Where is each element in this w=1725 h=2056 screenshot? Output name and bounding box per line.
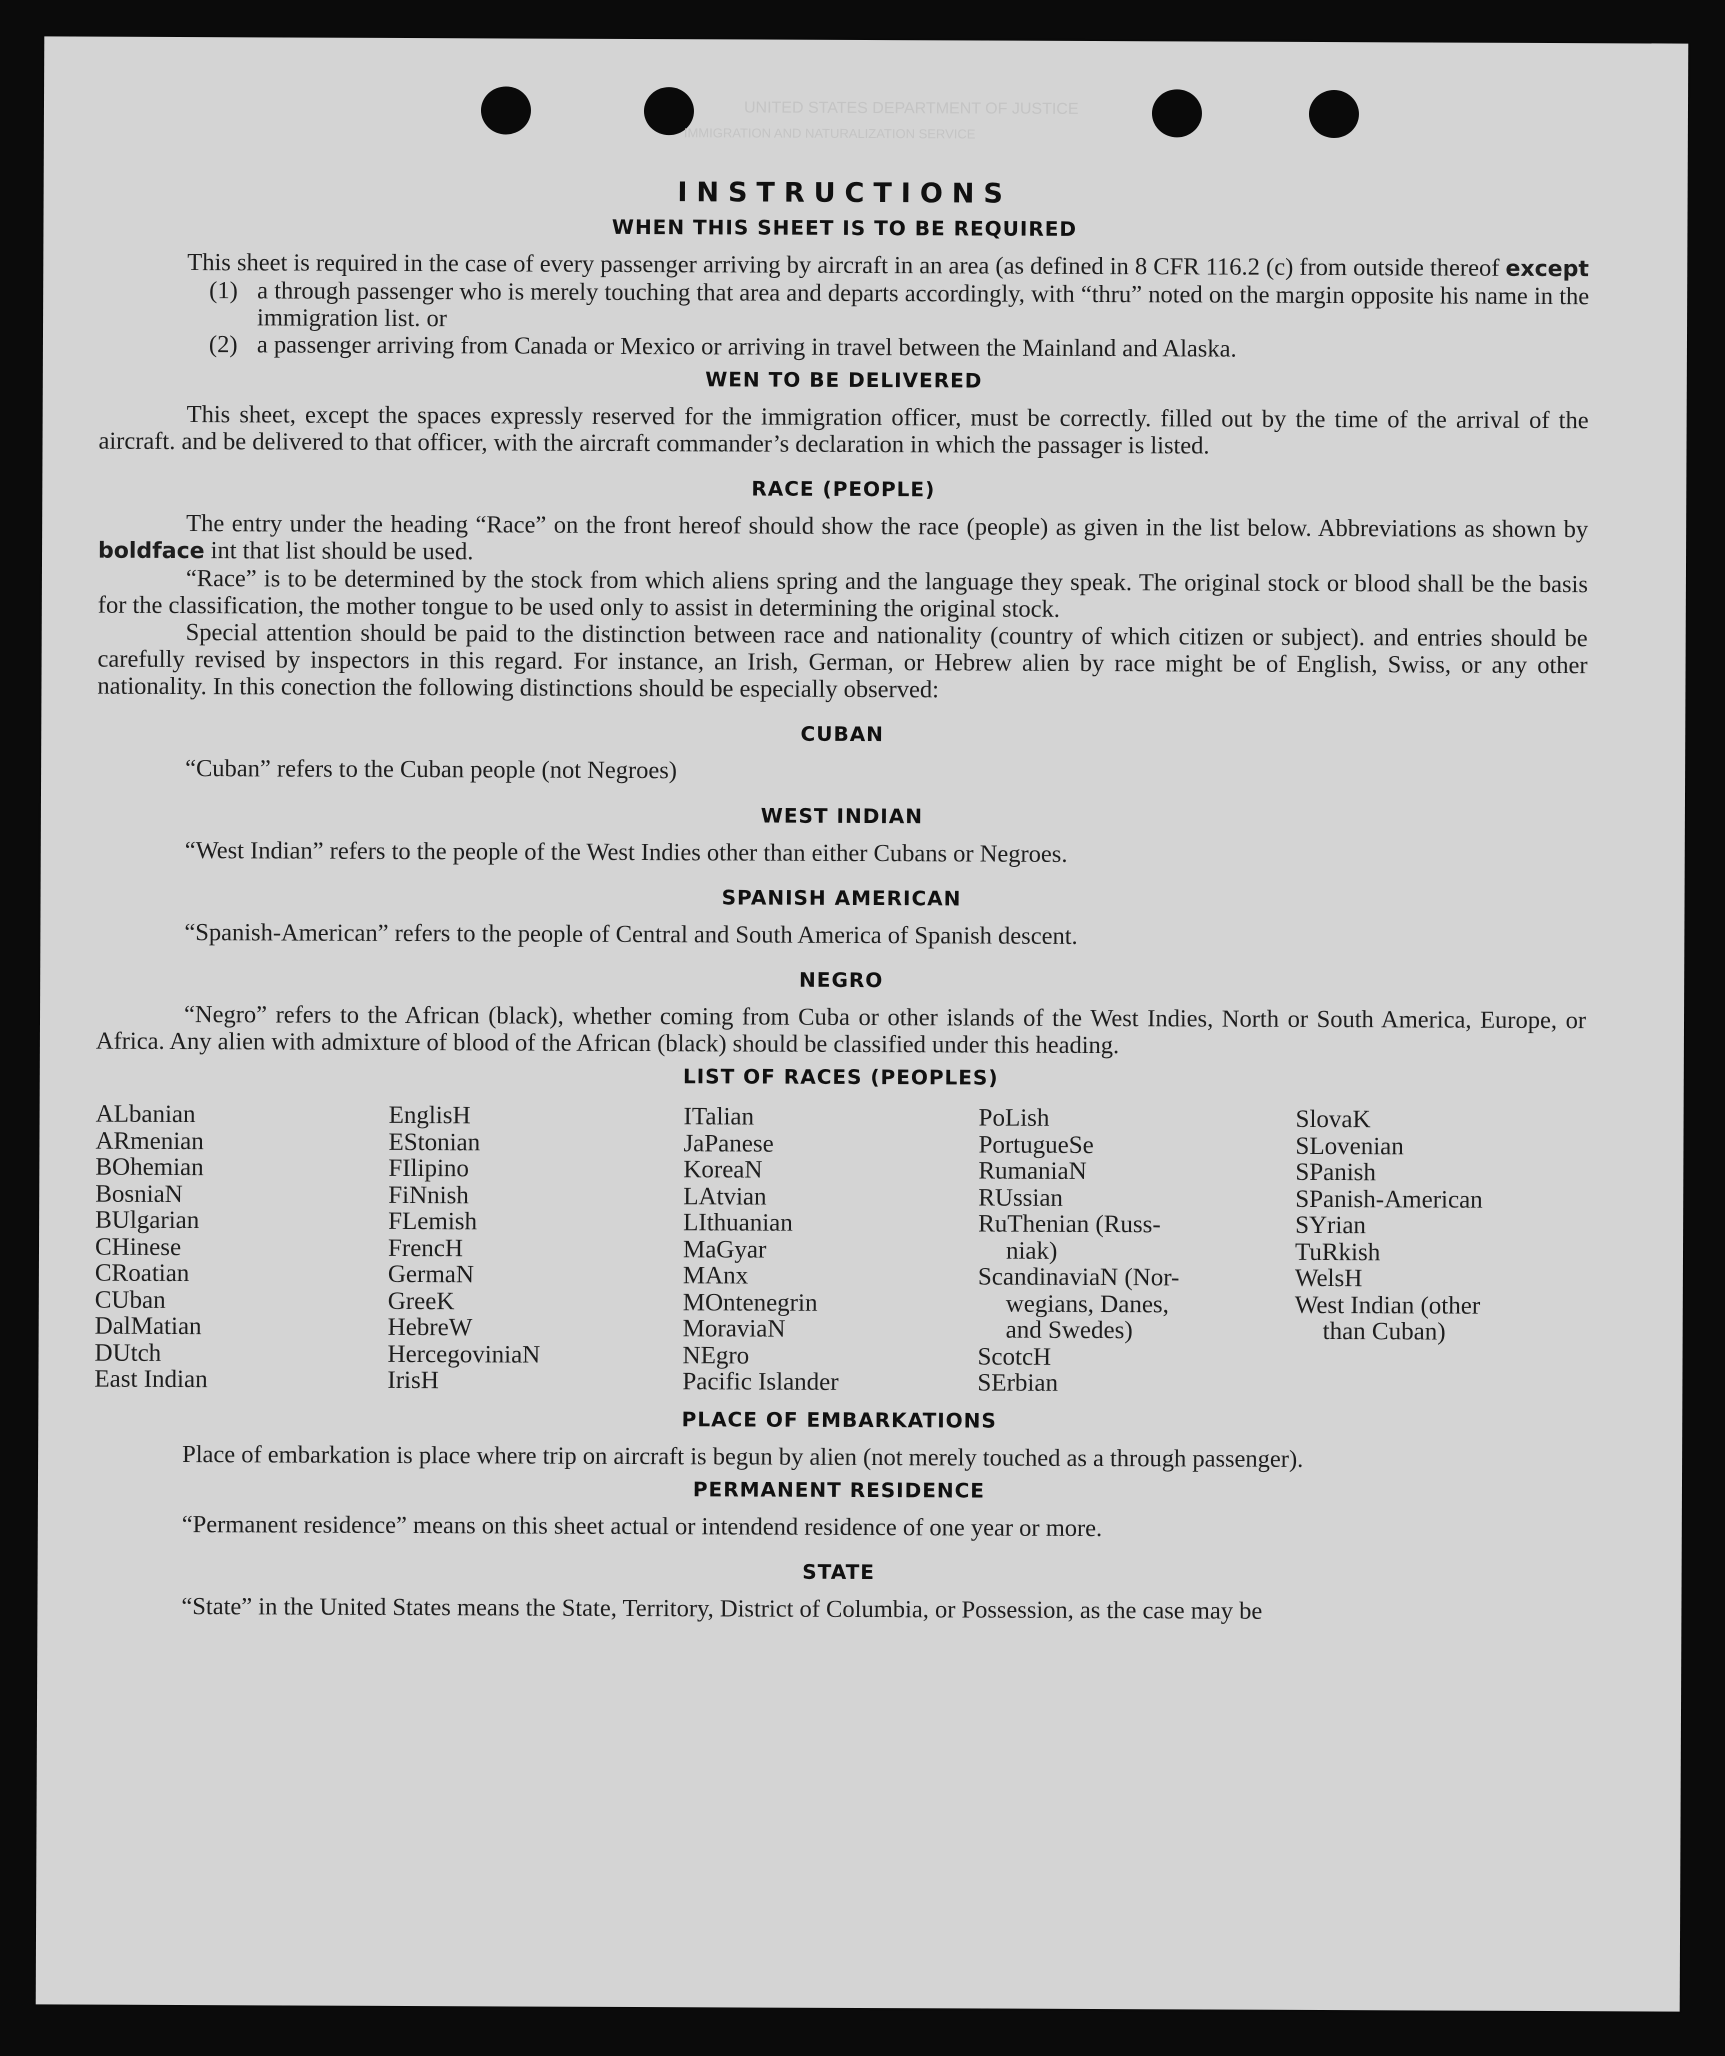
race-entry: HercegoviniaN [387,1340,541,1369]
race-entry: EStonian [388,1128,481,1156]
race-entry: Pacific Islander [682,1368,839,1396]
race-entry: DUtch [94,1339,162,1367]
race-entry: SLovenian [1295,1132,1404,1160]
race-entry: RUssian [978,1184,1064,1212]
race-entry: SlovaK [1295,1105,1371,1134]
race-entry: GermaN [387,1260,475,1289]
bleed-through-line: UNITED STATES DEPARTMENT OF JUSTICE [743,99,1079,118]
list-item-number: (2) [208,331,238,359]
race-entry: niak) [1005,1237,1058,1265]
races-column [387,1103,683,1396]
race-entry: MAnx [682,1262,749,1290]
punch-hole [481,86,531,134]
race-entry: LIthuanian [683,1209,793,1237]
section-heading: PLACE OF EMBARKATIONS [681,1406,997,1433]
race-entry: ARmenian [95,1127,204,1155]
paragraph: “Cuban” refers to the Cuban people (not Negroes) [185,755,678,785]
race-entry: SPanish-American [1295,1185,1483,1214]
document-sheet [36,36,1689,2011]
race-entry: NEgro [682,1341,750,1370]
section-heading: WEST INDIAN [760,803,924,829]
paragraph: This sheet is required in the case of every passenger arriving by aircraft in an area (as defined in 8 CFR 116.2 (c) from outside thereof except [187,249,1589,283]
race-entry: PoLish [978,1104,1050,1132]
races-column [94,1102,388,1395]
instructions-body [93,177,1589,1626]
section-heading: PERMANENT RESIDENCE [692,1476,986,1503]
punch-hole [1309,90,1359,138]
paragraph: “State” in the United States means the State, Territory, District of Columbia, or Possession, as the case may be [181,1592,1263,1625]
race-entry: EnglisH [388,1101,471,1130]
list-item-number: (1) [209,277,238,305]
race-entry: East Indian [94,1365,208,1394]
race-entry: SYrian [1295,1211,1367,1240]
emphasis-text: except [1505,256,1589,283]
race-entry: HebreW [387,1313,473,1342]
race-entry: and Swedes) [1005,1316,1133,1345]
race-entry: FrencH [387,1234,464,1262]
race-entry: WelsH [1294,1264,1363,1293]
race-entry: DalMatian [94,1312,202,1341]
race-entry: BosniaN [95,1180,183,1208]
emphasis-text: boldface [98,538,205,565]
race-entry: SPanish [1295,1158,1377,1187]
list-item [209,331,1589,364]
race-entry: KoreaN [683,1156,763,1184]
race-entry: CUban [94,1286,166,1314]
race-entry: CHinese [94,1233,182,1261]
paragraph: “Negro” refers to the African (black), whether coming from Cuba or other islands of the West Indies, North or South America, Europe, or Africa. Any alien with admixture of blood of the African (black) should be classified under this heading. [95,1001,1587,1060]
race-entry: JaPanese [683,1129,774,1158]
section-heading: WEN TO BE DELIVERED [705,367,983,393]
race-entry: FiNnish [388,1181,469,1209]
paragraph: “West Indian” refers to the people of the West Indies other than either Cubans or Negroes. [184,837,1068,868]
race-entry: BOhemian [95,1153,204,1182]
race-entry: GreeK [387,1287,455,1315]
section-heading: RACE (PEOPLE) [751,476,936,502]
section-heading: STATE [802,1559,876,1584]
race-entry: CRoatian [94,1259,190,1288]
race-entry: PortugueSe [978,1131,1094,1159]
list-item-text: a passenger arriving from Canada or Mexico or arriving in travel between the Mainland and Alaska. [256,331,1237,363]
race-entry: BUlgarian [95,1206,200,1235]
race-entry: FLemish [388,1207,478,1236]
race-entry: MoraviaN [682,1315,786,1343]
race-entry: MOntenegrin [682,1288,818,1317]
race-entry: RuThenian (Russ- [978,1210,1161,1239]
races-list [94,1102,1585,1400]
punch-hole [1152,89,1202,137]
race-entry: West Indian (other [1294,1291,1481,1320]
section-heading: SPANISH AMERICAN [721,885,962,911]
race-entry: IrisH [387,1366,439,1395]
race-entry: wegians, Danes, [1005,1290,1169,1318]
bleed-through-line: IMMIGRATION AND NATURALIZATION SERVICE [683,125,976,142]
paragraph: Special attention should be paid to the distinction between race and nationality (country of which citizen or subject). and entries should be carefully revised by inspectors in this regard. For instance, an Irish, German, or Hebrew alien by race might be of English, Swiss, or any other nationality. In this conection the following distinctions should be especially observed: [97,619,1588,704]
paragraph: This sheet, except the spaces expressly reserved for the immigration officer, must be correctly. filled out by the time of the arrival of the aircraft. and be delivered to that officer, with the aircraft commander’s declaration in which the passager is listed. [98,401,1589,460]
paragraph: Place of embarkation is place where trip on aircraft is begun by alien (not merely touched as a through passenger). [182,1440,1304,1473]
race-entry: ALbanian [95,1100,196,1129]
section-heading: LIST OF RACES (PEOPLES) [682,1064,999,1090]
paragraph: The entry under the heading “Race” on the front hereof should show the race (people) as given in the list below. Abbreviations as shown by boldface int that list should be used. [98,510,1589,566]
race-entry: SErbian [977,1369,1059,1397]
section-heading: WHEN THIS SHEET IS TO BE REQUIRED [611,214,1078,241]
section-heading: CUBAN [800,721,885,747]
list-item [209,277,1589,337]
race-entry: RumaniaN [978,1157,1087,1185]
race-entry: TuRkish [1294,1238,1381,1266]
race-entry: than Cuban) [1322,1318,1446,1346]
section-heading: NEGRO [799,967,884,993]
races-column [977,1106,1295,1399]
race-entry: LAtvian [683,1182,767,1211]
races-column [1294,1107,1585,1400]
race-entry: FIlipino [388,1154,470,1183]
list-item-text: a through passenger who is merely touching that area and departs accordingly, with “thru” noted on the margin opposite his name in the immigration list. or [257,277,1590,333]
race-entry: ScandinaviaN (Nor- [977,1263,1180,1292]
races-column [682,1104,978,1397]
paragraph: “Race” is to be determined by the stock from which aliens spring and the language they speak. The original stock or blood shall be the basis for the classification, the mother tongue to be used only to assist in determining the original stock. [97,565,1588,623]
paragraph: “Permanent residence” means on this sheet actual or intendend residence of one year or more. [181,1510,1103,1542]
race-entry: ScotcH [977,1343,1052,1371]
race-entry: ITalian [683,1103,755,1131]
race-entry: MaGyar [682,1235,767,1264]
page-title: INSTRUCTIONS [677,177,1012,210]
paragraph: “Spanish-American” refers to the people of Central and South America of Spanish descent. [184,919,1078,950]
